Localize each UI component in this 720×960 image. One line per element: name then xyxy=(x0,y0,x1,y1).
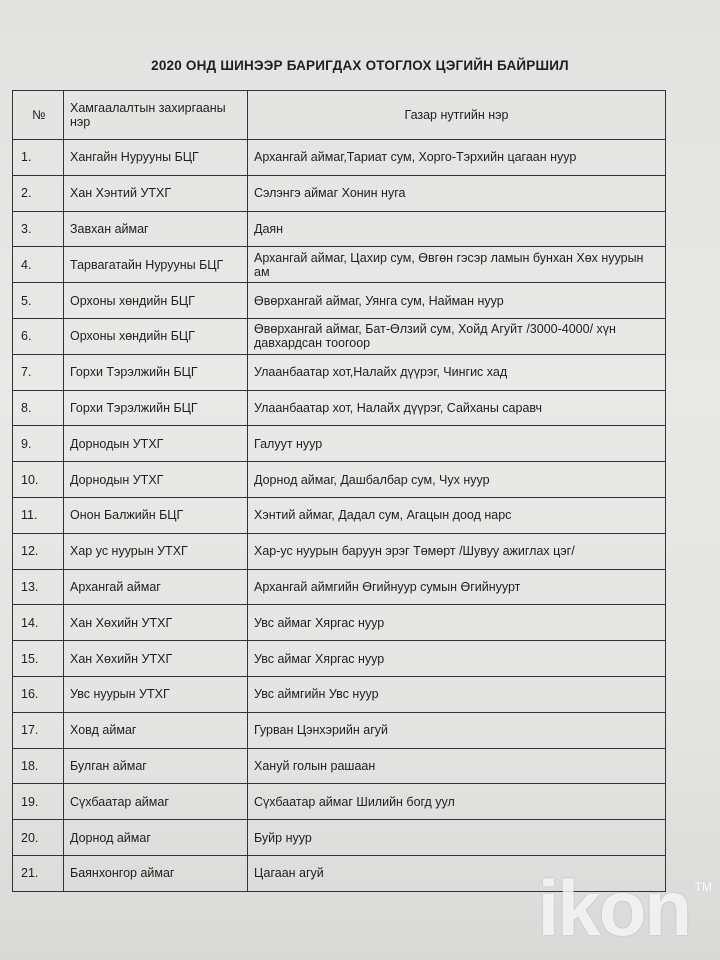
row-place: Дорнод аймаг, Дашбалбар сум, Чух нуур xyxy=(248,462,666,498)
row-place: Увс аймаг Хяргас нуур xyxy=(248,605,666,641)
row-place: Буйр нуур xyxy=(248,820,666,856)
row-place: Хар-ус нуурын баруун эрэг Төмөрт /Шувуу ажиглах цэг/ xyxy=(248,533,666,569)
row-organization: Орхоны хөндийн БЦГ xyxy=(64,283,248,319)
row-organization: Баянхонгор аймаг xyxy=(64,855,248,891)
row-number: 8. xyxy=(13,390,64,426)
row-place: Галуут нуур xyxy=(248,426,666,462)
row-number: 1. xyxy=(13,140,64,176)
table-row xyxy=(13,426,666,462)
table-row xyxy=(13,820,666,856)
table-row xyxy=(13,247,666,283)
row-place: Хэнтий аймаг, Дадал сум, Агацын доод нарс xyxy=(248,497,666,533)
row-organization: Ховд аймаг xyxy=(64,712,248,748)
row-place: Өвөрхангай аймаг, Бат-Өлзий сум, Хойд Агуйт /3000-4000/ хүн давхардсан тоогоор xyxy=(248,318,666,354)
row-organization: Дорнодын УТХГ xyxy=(64,426,248,462)
row-number: 7. xyxy=(13,354,64,390)
table-row xyxy=(13,140,666,176)
table-row xyxy=(13,569,666,605)
row-organization: Хан Хэнтий УТХГ xyxy=(64,175,248,211)
row-organization: Увс нуурын УТХГ xyxy=(64,676,248,712)
row-number: 17. xyxy=(13,712,64,748)
table-row xyxy=(13,784,666,820)
table-row xyxy=(13,175,666,211)
row-organization: Булган аймаг xyxy=(64,748,248,784)
row-number: 21. xyxy=(13,855,64,891)
table-row xyxy=(13,605,666,641)
row-organization: Хан Хөхийн УТХГ xyxy=(64,605,248,641)
row-place: Цагаан агуй xyxy=(248,855,666,891)
row-number: 20. xyxy=(13,820,64,856)
table-row xyxy=(13,676,666,712)
table-row xyxy=(13,641,666,677)
row-place: Улаанбаатар хот, Налайх дүүрэг, Сайханы саравч xyxy=(248,390,666,426)
row-place: Архангай аймаг, Цахир сум, Өвгөн гэсэр ламын бунхан Хөх нуурын ам xyxy=(248,247,666,283)
row-place: Даян xyxy=(248,211,666,247)
row-number: 2. xyxy=(13,175,64,211)
row-place: Улаанбаатар хот,Налайх дүүрэг, Чингис хад xyxy=(248,354,666,390)
row-number: 14. xyxy=(13,605,64,641)
row-organization: Горхи Тэрэлжийн БЦГ xyxy=(64,390,248,426)
table-row xyxy=(13,712,666,748)
row-number: 3. xyxy=(13,211,64,247)
trademark-mark: TM xyxy=(694,880,712,894)
row-number: 19. xyxy=(13,784,64,820)
row-number: 16. xyxy=(13,676,64,712)
row-organization: Онон Балжийн БЦГ xyxy=(64,497,248,533)
header-place: Газар нутгийн нэр xyxy=(248,91,666,140)
row-number: 12. xyxy=(13,533,64,569)
row-number: 6. xyxy=(13,318,64,354)
row-number: 15. xyxy=(13,641,64,677)
table-row xyxy=(13,462,666,498)
header-organization: Хамгаалалтын захиргааны нэр xyxy=(64,91,248,140)
row-organization: Хар ус нуурын УТХГ xyxy=(64,533,248,569)
row-organization: Хангайн Нурууны БЦГ xyxy=(64,140,248,176)
row-place: Увс аймгийн Увс нуур xyxy=(248,676,666,712)
row-place: Өвөрхангай аймаг, Уянга сум, Найман нуур xyxy=(248,283,666,319)
table-body xyxy=(13,140,666,892)
row-place: Сэлэнгэ аймаг Хонин нуга xyxy=(248,175,666,211)
locations-table xyxy=(12,90,666,892)
table-row xyxy=(13,354,666,390)
row-organization: Дорнодын УТХГ xyxy=(64,462,248,498)
row-number: 5. xyxy=(13,283,64,319)
row-organization: Завхан аймаг xyxy=(64,211,248,247)
header-number: № xyxy=(13,91,64,140)
row-organization: Хан Хөхийн УТХГ xyxy=(64,641,248,677)
table-row xyxy=(13,533,666,569)
table-row xyxy=(13,748,666,784)
document-title: 2020 ОНД ШИНЭЭР БАРИГДАХ ОТОГЛОХ ЦЭГИЙН БАЙРШИЛ xyxy=(151,58,569,73)
row-organization: Архангай аймаг xyxy=(64,569,248,605)
row-place: Архангай аймаг,Тариат сум, Хорго-Тэрхийн цагаан нуур xyxy=(248,140,666,176)
table-header-row xyxy=(13,91,666,140)
row-place: Сүхбаатар аймаг Шилийн богд уул xyxy=(248,784,666,820)
row-organization: Горхи Тэрэлжийн БЦГ xyxy=(64,354,248,390)
ikon-logo-watermark: ikon xyxy=(537,864,690,952)
table-row xyxy=(13,283,666,319)
table-row xyxy=(13,497,666,533)
row-place: Хануй голын рашаан xyxy=(248,748,666,784)
row-place: Архангай аймгийн Өгийнуур сумын Өгийнуурт xyxy=(248,569,666,605)
row-number: 10. xyxy=(13,462,64,498)
row-number: 11. xyxy=(13,497,64,533)
row-organization: Тарвагатайн Нурууны БЦГ xyxy=(64,247,248,283)
row-number: 13. xyxy=(13,569,64,605)
row-place: Увс аймаг Хяргас нуур xyxy=(248,641,666,677)
row-number: 9. xyxy=(13,426,64,462)
row-number: 4. xyxy=(13,247,64,283)
row-organization: Дорнод аймаг xyxy=(64,820,248,856)
table-row xyxy=(13,211,666,247)
row-number: 18. xyxy=(13,748,64,784)
table-row xyxy=(13,318,666,354)
table-row xyxy=(13,390,666,426)
row-organization: Орхоны хөндийн БЦГ xyxy=(64,318,248,354)
row-place: Гурван Цэнхэрийн агуй xyxy=(248,712,666,748)
row-organization: Сүхбаатар аймаг xyxy=(64,784,248,820)
